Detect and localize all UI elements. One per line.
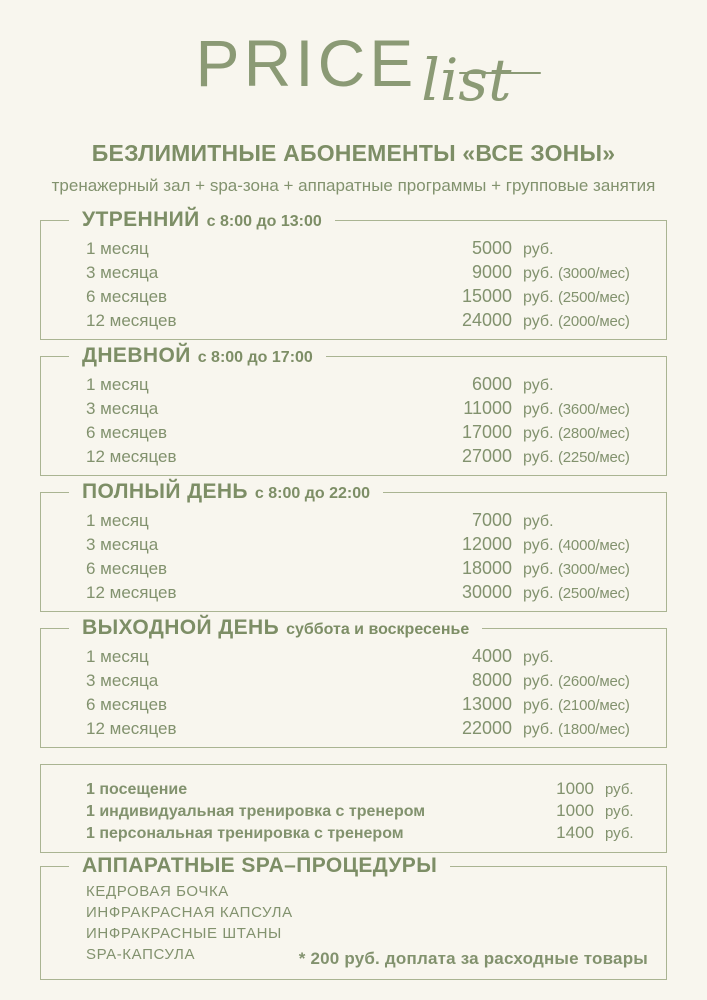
price-row	[86, 717, 648, 741]
price-row	[86, 421, 648, 445]
spa-item: ИНФРАКРАСНАЯ КАПСУЛА	[86, 904, 293, 921]
currency-label: руб.	[523, 537, 554, 554]
section-title: АППАРАТНЫЕ SPA–ПРОЦЕДУРЫ	[82, 854, 438, 877]
price-row	[86, 309, 648, 333]
period-label: 3 месяца	[86, 263, 159, 282]
price-row	[86, 509, 648, 533]
section-single-services	[40, 764, 667, 853]
section-title: УТРЕННИЙ	[82, 208, 200, 231]
section-schedule: с 8:00 до 13:00	[206, 213, 322, 230]
price-value: 24000	[461, 310, 512, 330]
section-weekend-legend	[69, 615, 482, 640]
price-value: 1400	[556, 823, 594, 842]
price-row	[86, 445, 648, 469]
currency-label: руб.	[523, 241, 554, 258]
logo-price-text: PRICE	[195, 26, 418, 100]
period-label: 1 месяц	[86, 375, 149, 394]
currency-label: руб.	[605, 803, 634, 820]
section-spa-procedures	[40, 854, 667, 980]
section-title: ДНЕВНОЙ	[82, 344, 191, 367]
logo-swash-line	[459, 72, 541, 74]
period-label: 6 месяцев	[86, 695, 168, 714]
price-row	[86, 669, 648, 693]
price-value: 11000	[463, 398, 512, 418]
section-spa-legend	[69, 853, 450, 878]
currency-label: руб.	[523, 425, 554, 442]
period-label: 12 месяцев	[86, 447, 177, 466]
section-schedule: суббота и воскресенье	[286, 621, 470, 638]
section-fullday-legend	[69, 479, 383, 504]
per-month-note: (3000/мес)	[558, 561, 630, 578]
price-value: 4000	[471, 646, 512, 666]
period-label: 12 месяцев	[86, 719, 177, 738]
per-month-note: (2250/мес)	[558, 449, 630, 466]
per-month-note: (3600/мес)	[558, 401, 630, 418]
per-month-note: (1800/мес)	[558, 721, 630, 738]
currency-label: руб.	[523, 673, 554, 690]
currency-label: руб.	[523, 377, 554, 394]
currency-label: руб.	[523, 697, 554, 714]
currency-label: руб.	[523, 449, 554, 466]
period-label: 1 месяц	[86, 647, 149, 666]
currency-label: руб.	[523, 289, 554, 306]
page-title: БЕЗЛИМИТНЫЕ АБОНЕМЕНТЫ «ВСЕ ЗОНЫ»	[91, 140, 616, 166]
price-value: 13000	[461, 694, 512, 714]
per-month-note: (3000/мес)	[558, 265, 630, 282]
currency-label: руб.	[523, 265, 554, 282]
price-value: 6000	[471, 374, 512, 394]
price-value: 1000	[556, 779, 594, 798]
currency-label: руб.	[523, 649, 554, 666]
price-value: 7000	[471, 510, 512, 530]
price-row	[86, 557, 648, 581]
price-value: 8000	[471, 670, 512, 690]
period-label: 3 месяца	[86, 399, 159, 418]
section-schedule: с 8:00 до 22:00	[254, 485, 371, 502]
price-value: 18000	[461, 558, 512, 578]
section-morning	[40, 208, 667, 340]
currency-label: руб.	[523, 313, 554, 330]
currency-label: руб.	[523, 561, 554, 578]
currency-label: руб.	[605, 781, 634, 798]
price-value: 17000	[461, 422, 512, 442]
spa-item: КЕДРОВАЯ БОЧКА	[86, 883, 229, 900]
price-row	[86, 645, 648, 669]
period-label: 12 месяцев	[86, 583, 177, 602]
per-month-note: (2100/мес)	[558, 697, 630, 714]
period-label: 6 месяцев	[86, 287, 168, 306]
price-value: 22000	[461, 718, 512, 738]
price-row	[86, 397, 648, 421]
price-value: 1000	[556, 801, 594, 820]
currency-label: руб.	[605, 825, 634, 842]
price-boxes	[40, 208, 667, 980]
section-fullday	[40, 480, 667, 612]
price-row	[86, 285, 648, 309]
price-row	[86, 800, 634, 822]
price-row	[86, 822, 634, 844]
currency-label: руб.	[523, 513, 554, 530]
section-daytime	[40, 344, 667, 476]
period-label: 12 месяцев	[86, 311, 177, 330]
per-month-note: (2500/мес)	[558, 585, 630, 602]
section-title: ВЫХОДНОЙ ДЕНЬ	[82, 616, 280, 639]
price-value: 12000	[461, 534, 512, 554]
price-value: 27000	[461, 446, 512, 466]
per-month-note: (2800/мес)	[558, 425, 630, 442]
currency-label: руб.	[523, 585, 554, 602]
section-weekend	[40, 616, 667, 748]
price-row	[86, 261, 648, 285]
period-label: 1 месяц	[86, 511, 149, 530]
per-month-note: (2600/мес)	[558, 673, 630, 690]
price-row	[86, 237, 648, 261]
section-morning-legend	[69, 207, 335, 232]
period-label: 3 месяца	[86, 535, 159, 554]
price-row	[86, 693, 648, 717]
price-value: 30000	[461, 582, 512, 602]
price-row	[86, 533, 648, 557]
service-label: 1 индивидуальная тренировка с тренером	[86, 803, 426, 820]
price-row	[86, 373, 648, 397]
per-month-note: (4000/мес)	[558, 537, 630, 554]
price-value: 9000	[471, 262, 512, 282]
section-daytime-legend	[69, 343, 326, 368]
spa-item: ИНФРАКРАСНЫЕ ШТАНЫ	[86, 925, 282, 942]
price-value: 5000	[471, 238, 512, 258]
per-month-note: (2000/мес)	[558, 313, 630, 330]
price-value: 15000	[461, 286, 512, 306]
section-title: ПОЛНЫЙ ДЕНЬ	[82, 480, 248, 503]
period-label: 6 месяцев	[86, 423, 168, 442]
currency-label: руб.	[523, 401, 554, 418]
service-label: 1 посещение	[86, 781, 188, 798]
period-label: 6 месяцев	[86, 559, 168, 578]
currency-label: руб.	[523, 721, 554, 738]
price-row	[86, 778, 634, 800]
spa-surcharge-note: * 200 руб. доплата за расходные товары	[298, 949, 648, 968]
logo	[0, 0, 707, 114]
price-row	[86, 581, 648, 605]
period-label: 3 месяца	[86, 671, 159, 690]
page-subtitle: тренажерный зал + spa-зона + аппаратные программы + групповые занятия	[51, 176, 656, 195]
service-label: 1 персональная тренировка с тренером	[86, 825, 404, 842]
logo-list-script-text: list	[421, 46, 512, 114]
section-schedule: с 8:00 до 17:00	[197, 349, 313, 366]
spa-item: SPA-КАПСУЛА	[86, 946, 196, 963]
per-month-note: (2500/мес)	[558, 289, 630, 306]
period-label: 1 месяц	[86, 239, 149, 258]
